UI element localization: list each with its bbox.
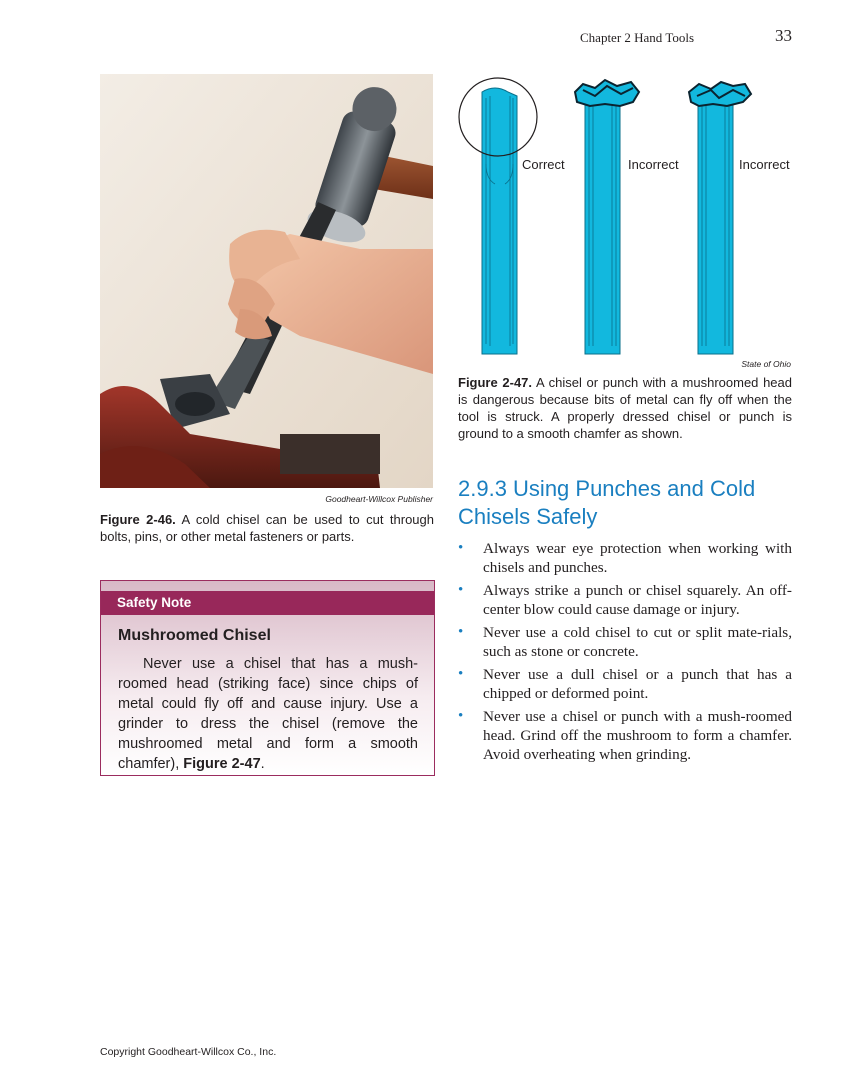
correct-chisel-drawing	[459, 78, 537, 354]
bullet-icon: •	[458, 708, 464, 724]
running-head	[578, 28, 792, 46]
figure-2-47-credit: State of Ohio	[741, 359, 791, 369]
safety-note-title: Mushroomed Chisel	[118, 627, 271, 644]
figure-2-47-text: A chisel or punch with a mushroomed head is dangerous because bits of metal can fly off when the tool is struck. A properly dressed chisel or punch is ground to a smooth chamfer as shown.	[458, 375, 793, 441]
list-item	[458, 707, 792, 764]
bullet-text: Never use a cold chisel to cut or split mate-rials, such as stone or concrete.	[483, 624, 792, 660]
bullet-text: Never use a dull chisel or a punch that has a chipped or deformed point.	[483, 666, 792, 702]
label-incorrect-1: Incorrect	[628, 157, 679, 172]
safety-bullet-list	[458, 539, 792, 768]
bullet-icon: •	[458, 582, 464, 598]
incorrect-chisel-drawing-2	[689, 82, 751, 354]
safety-note-heading: Safety Note	[101, 591, 434, 615]
safety-note-figure-ref: Figure 2-47	[183, 756, 261, 772]
figure-2-47-illustration	[455, 74, 795, 364]
figure-2-46-caption	[100, 511, 434, 545]
bullet-text: Always strike a punch or chisel squarely. An off-center blow could cause damage or injury.	[483, 582, 792, 618]
figure-2-47-caption	[458, 374, 792, 442]
bullet-icon: •	[458, 666, 464, 682]
figure-2-46-credit: Goodheart-Willcox Publisher	[325, 494, 433, 504]
incorrect-chisel-drawing-1	[575, 80, 639, 354]
list-item	[458, 623, 792, 661]
copyright-footer: Copyright Goodheart-Willcox Co., Inc.	[100, 1046, 277, 1058]
figure-2-46-text: A cold chisel can be used to cut through bolts, pins, or other metal fasteners or parts.	[100, 512, 434, 544]
bullet-text: Never use a chisel or punch with a mush-roomed head. Grind off the mushroom to form a chamfer. Avoid overheating when grinding.	[483, 708, 792, 763]
page-number: 33	[775, 26, 792, 45]
bullet-text: Always wear eye protection when working with chisels and punches.	[483, 540, 792, 576]
list-item	[458, 539, 792, 577]
figure-2-47-label: Figure 2-47.	[458, 375, 533, 390]
safety-note-box	[100, 580, 435, 776]
list-item	[458, 665, 792, 703]
bullet-icon: •	[458, 624, 464, 640]
chapter-title: Chapter 2 Hand Tools	[580, 30, 695, 45]
figure-2-46-label: Figure 2-46.	[100, 512, 176, 527]
section-heading: 2.9.3 Using Punches and Cold Chisels Safely	[458, 476, 756, 529]
safety-note-end: .	[260, 756, 265, 772]
figure-2-46-photo	[100, 74, 433, 488]
label-correct: Correct	[522, 157, 565, 172]
label-incorrect-2: Incorrect	[739, 157, 790, 172]
safety-note-text: Never use a chisel that has a mush-roomed head (striking face) since chips of metal could fly off and cause injury. Use a grinder to dress the chisel (remove the mushroomed metal and form a smooth chamfer),	[118, 656, 418, 772]
list-item	[458, 581, 792, 619]
safety-note-body	[118, 654, 418, 774]
bullet-icon: •	[458, 540, 464, 556]
